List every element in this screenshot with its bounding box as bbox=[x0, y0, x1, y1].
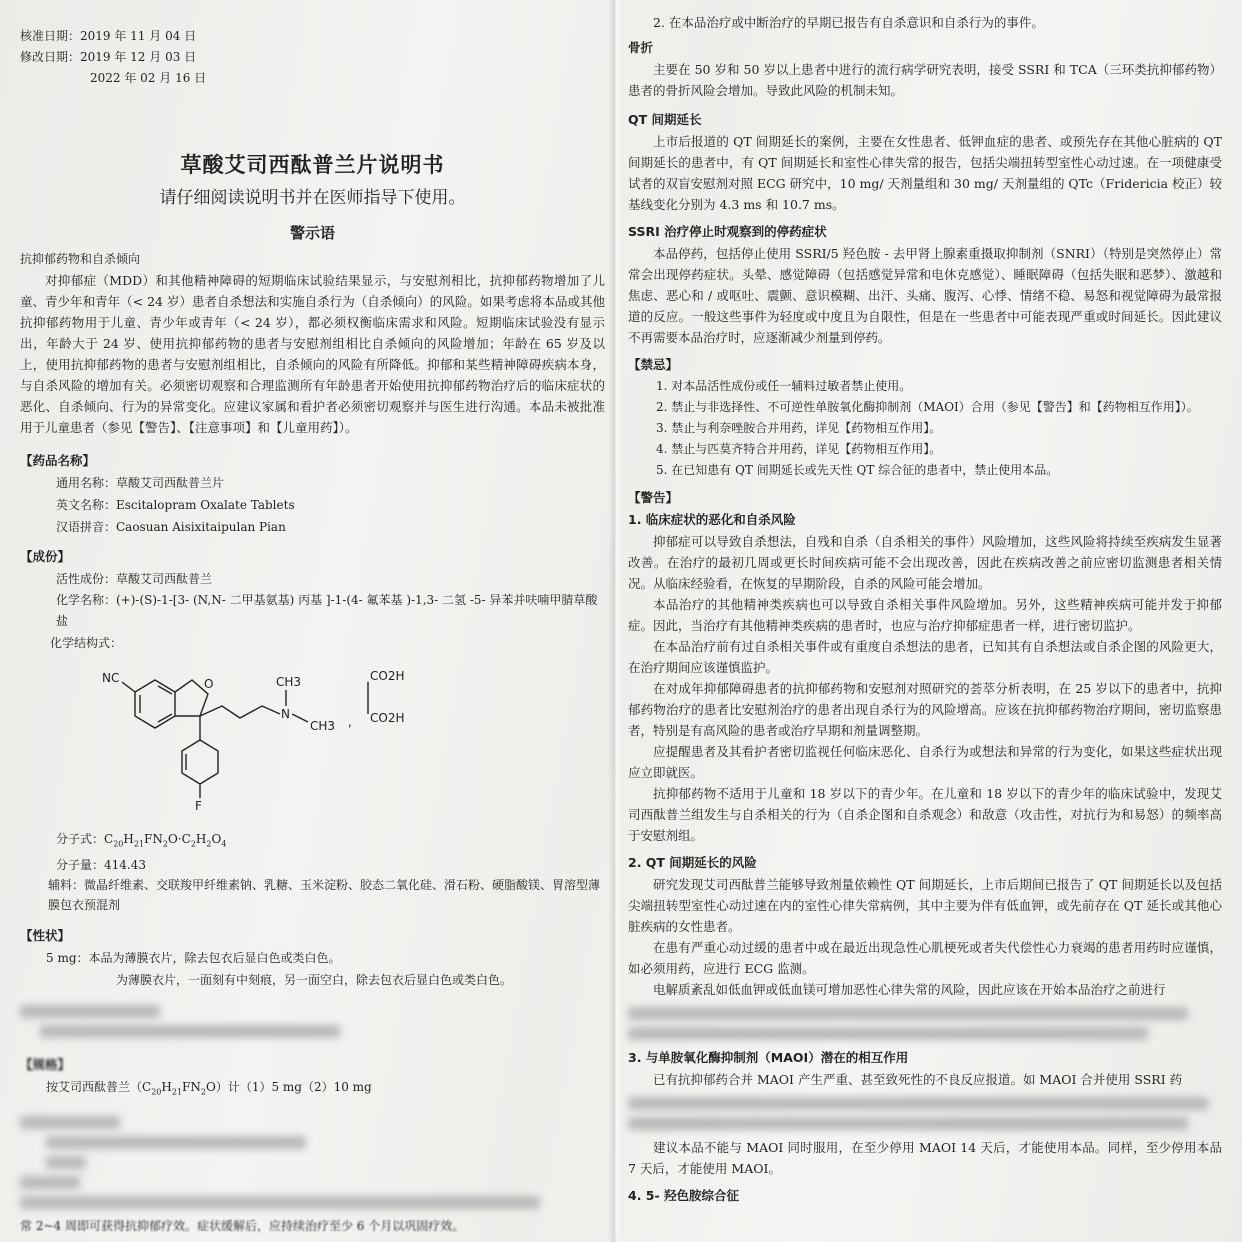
qt-heading: QT 间期延长 bbox=[628, 112, 702, 127]
active-ingredient: 活性成份：草酸艾司西酞普兰 bbox=[56, 572, 213, 586]
page-fold bbox=[608, 0, 622, 1242]
document-subtitle: 请仔细阅读说明书并在医师指导下使用。 bbox=[159, 188, 466, 208]
atom-f: F bbox=[195, 799, 202, 813]
description-10mg: 为薄膜衣片，一面刻有中刻痕，另一面空白，除去包衣后显白色或类白色。 bbox=[116, 973, 513, 988]
left-column bbox=[20, 26, 605, 1237]
english-name: 英文名称：Escitalopram Oxalate Tablets bbox=[56, 498, 295, 512]
atom-o: O bbox=[204, 677, 214, 691]
right-column bbox=[628, 12, 1222, 1207]
common-name: 通用名称：草酸艾司西酞普兰片 bbox=[56, 476, 225, 490]
warning-1-para-5: 应提醒患者及其看护者密切监视任何临床恶化、自杀行为或想法和异常的行为变化，如果这些症状出现应立即就医。 bbox=[628, 744, 1222, 780]
ssri-text: 本品停药，包括停止使用 SSRI/5 羟色胺 - 去甲肾上腺素重摄取抑制剂（SNRI）（特别是突然停止）常常会出现停药症状。头晕、感觉障碍（包括感觉异常和电休克感觉）、睡眠障碍（包括失眠和恶梦）、激越和焦虑、恶心和 / 或呕吐、震颤、意识模糊、出汗、头痛、腹泻、心悸、情绪不稳、易怒和视觉障碍为最常报道的反应。一般这些事件为轻度或中度且为自限性，但是在一些患者中可能表现严重或时间延长。因此建议不再需要本品治疗时，应逐渐减少剂量到停药。 bbox=[628, 246, 1222, 345]
fracture-heading: 骨折 bbox=[628, 40, 654, 55]
molecular-weight: 分子量：414.43 bbox=[56, 858, 146, 873]
excipients: 辅料：微晶纤维素、交联羧甲纤维素钠、乳糖、玉米淀粉、胶态二氧化硅、滑石粉、硬脂酸镁、胃溶型薄膜包衣预混剂 bbox=[48, 878, 601, 913]
carboxyl-top: CO2H bbox=[370, 669, 405, 683]
warning-3-heading: 3. 与单胺氧化酶抑制剂（MAOI）潜在的相互作用 bbox=[628, 1050, 909, 1065]
redacted-block-2 bbox=[20, 1116, 400, 1209]
contra-item-5: 5. 在已知患有 QT 间期延长或先天性 QT 综合征的患者中，禁止使用本品。 bbox=[656, 463, 1059, 477]
contra-item-2: 2. 禁止与非选择性、不可逆性单胺氧化酶抑制剂（MAOI）合用（参见【警告】和【药物相互作用】）。 bbox=[656, 400, 1199, 414]
chemical-structure-diagram bbox=[100, 660, 460, 820]
description-heading: 【性状】 bbox=[20, 928, 71, 944]
contra-item-1: 1. 对本品活性成份或任一辅料过敏者禁止使用。 bbox=[656, 379, 912, 393]
salt-comma: , bbox=[348, 715, 352, 729]
revision-date: 修改日期：2019 年 12 月 03 日 bbox=[20, 50, 197, 64]
methyl-right: CH3 bbox=[310, 719, 336, 733]
document-title: 草酸艾司西酞普兰片说明书 bbox=[180, 153, 445, 177]
warning-1-para-1: 抑郁症可以导致自杀想法，自残和自杀（自杀相关的事件）风险增加，这些风险将持续至疾病发生显著改善。在治疗的最初几周或更长时间疾病可能不会出现改善，因此在疾病改善之前应密切监测患者相关情况。从临床经验看，在恢复的早期阶段，自杀的风险可能会增加。 bbox=[628, 534, 1222, 591]
warning-1-heading: 1. 临床症状的恶化和自杀风险 bbox=[628, 512, 796, 527]
atom-nc: NC bbox=[102, 671, 120, 685]
redacted-block-4 bbox=[628, 1097, 1222, 1130]
chemical-name: 化学名称：(+)-(S)-1-[3- (N,N- 二甲基氨基) 丙基 ]-1-(4- 氟苯基 )-1,3- 二氢 -5- 异苯并呋喃甲腈草酸盐 bbox=[56, 593, 598, 628]
warning-1-para-6: 抗抑郁药物不适用于儿童和 18 岁以下的青少年。在儿童和 18 岁以下的青少年的临床试验中，发现艾司西酞普兰组发生与自杀相关的行为（自杀企图和自杀观念）和敌意（攻击性，对抗行为和易怒）的频率高于安慰剂组。 bbox=[628, 786, 1222, 843]
ssri-heading: SSRI 治疗停止时观察到的停药症状 bbox=[628, 224, 827, 239]
description-5mg: 5 mg：本品为薄膜衣片，除去包衣后显白色或类白色。 bbox=[46, 951, 341, 966]
molecular-formula: 分子式：$C_{20}H_{21}FN_2O\cdot C_2H_2O_4$ bbox=[56, 832, 227, 849]
warning-3-para-1: 已有抗抑郁药合并 MAOI 产生严重、甚至致死性的不良反应报道。如 MAOI 合并使用 SSRI 药 bbox=[653, 1072, 1183, 1087]
fracture-text: 主要在 50 岁和 50 岁以上患者中进行的流行病学研究表明，接受 SSRI 和 TCA（三环类抗抑郁药物）患者的骨折风险会增加。导致此风险的机制未知。 bbox=[628, 62, 1222, 98]
contraindications-heading: 【禁忌】 bbox=[628, 357, 679, 372]
name-section-heading: 【药品名称】 bbox=[20, 453, 96, 468]
composition-heading: 【成份】 bbox=[20, 549, 71, 564]
warning-3-para-2: 建议本品不能与 MAOI 同时服用，在至少停用 MAOI 14 天后，才能使用本品。同样，至少停用本品 7 天后，才能使用 MAOI。 bbox=[628, 1140, 1222, 1176]
warning-1-para-4: 在对成年抑郁障碍患者的抗抑郁药物和安慰剂对照研究的荟萃分析表明，在 25 岁以下的患者中，抗抑郁药物治疗的患者比安慰剂治疗的患者出现自杀行为的风险增高。应该在抗抑郁药物治疗期间，密切监察患者，特别是有高风险的患者或治疗早期和剂量调整期。 bbox=[628, 681, 1222, 738]
warning-2-heading: 2. QT 间期延长的风险 bbox=[628, 855, 757, 870]
warning-4-heading: 4. 5- 羟色胺综合征 bbox=[628, 1188, 740, 1203]
warning-1-para-2: 本品治疗的其他精神类疾病也可以导致自杀相关事件风险增加。另外，这些精神疾病可能并发于抑郁症。因此，当治疗有其他精神类疾病的患者时，也应与治疗抑郁症患者一样，进行密切监护。 bbox=[628, 597, 1222, 633]
warning-heading: 警示语 bbox=[289, 224, 335, 242]
warning-text: 对抑郁症（MDD）和其他精神障碍的短期临床试验结果显示，与安慰剂相比，抗抑郁药物增加了儿童、青少年和青年（< 24 岁）患者自杀想法和实施自杀行为（自杀倾向）的风险。如果考虑将本品或其他抗抑郁药物用于儿童、青少年或青年（< 24 岁），都必须权衡临床需求和风险。短期临床试验没有显示出，年龄大于 24 岁、使用抗抑郁药物的患者与安慰剂组相比自杀倾向的风险增加；年龄在 65 岁及以上，使用抗抑郁药物的患者与安慰剂组相比，自杀倾向的风险有所降低。抑郁和某些精神障碍疾病本身，与自杀风险的增加有关。必须密切观察和合理监测所有年龄患者开始使用抗抑郁药物治疗后的临床症状的恶化、自杀倾向、行为的异常变化。应建议家属和看护者必须密切观察并与医生进行沟通。本品未被批准用于儿童患者（参见【警告】、【注意事项】和【儿童用药】）。 bbox=[20, 273, 605, 435]
suicide-item-2: 2. 在本品治疗或中断治疗的早期已报告有自杀意识和自杀行为的事件。 bbox=[653, 15, 1044, 30]
contra-item-3: 3. 禁止与利奈唑胺合并用药，详见【药物相互作用】。 bbox=[656, 421, 942, 435]
contra-item-4: 4. 禁止与匹莫齐特合并用药，详见【药物相互作用】。 bbox=[656, 442, 942, 456]
atom-n: N bbox=[281, 707, 290, 721]
revision-date-2: 2022 年 02 月 16 日 bbox=[90, 71, 207, 85]
warning-2-para-3: 电解质紊乱如低血钾或低血镁可增加恶性心律失常的风险，因此应该在开始本品治疗之前进行 bbox=[653, 982, 1166, 997]
qt-text: 上市后报道的 QT 间期延长的案例，主要在女性患者、低钾血症的患者、或预先存在其他心脏病的 QT 间期延长的患者中，有 QT 间期延长和室性心律失常的报告，包括尖端扭转型室性心动过速。在一项健康受试者的双盲安慰剂对照 ECG 研究中，10 mg/ 天剂量组和 30 mg/ 天剂量组的 QTc（Fridericia 校正）较基线变化分别为 4.3 ms 和 10.7 ms。 bbox=[628, 134, 1222, 212]
carboxyl-bottom: CO2H bbox=[370, 711, 405, 725]
warnings-heading: 【警告】 bbox=[628, 490, 679, 505]
structure-label: 化学结构式： bbox=[50, 636, 123, 650]
pinyin-name: 汉语拼音：Caosuan Aisixitaipulan Pian bbox=[56, 520, 286, 534]
methyl-top: CH3 bbox=[276, 675, 302, 689]
warning-2-para-1: 研究发现艾司西酞普兰能够导致剂量依赖性 QT 间期延长，上市后期间已报告了 QT 间期延长以及包括尖端扭转型室性心动过速在内的室性心律失常病例，其中主要为伴有低血钾，或先前存在 QT 延长或其他心脏疾病的女性患者。 bbox=[628, 877, 1222, 934]
warning-1-para-3: 在本品治疗前有过自杀相关事件或有重度自杀想法的患者，已知其有自杀想法或自杀企图的风险更大，在治疗期间应该谨慎监护。 bbox=[628, 639, 1222, 675]
spec-heading: 【规格】 bbox=[20, 1057, 71, 1073]
spec-line: 按艾司西酞普兰$(C_{20}H_{21}FN_2O)$计（1）5 mg（2）10 mg bbox=[46, 1080, 372, 1097]
warning-topic: 抗抑郁药物和自杀倾向 bbox=[20, 252, 141, 266]
redacted-block-1 bbox=[20, 1005, 350, 1038]
left-footer-text: 常 2~4 周即可获得抗抑郁疗效。症状缓解后，应持续治疗至少 6 个月以巩固疗效。 bbox=[20, 1218, 465, 1233]
approval-date: 核准日期：2019 年 11 月 04 日 bbox=[20, 29, 197, 43]
warning-2-para-2: 在患有严重心动过缓的患者中或在最近出现急性心肌梗死或者失代偿性心力衰竭的患者用药时应谨慎，如必须用药，应进行 ECG 监测。 bbox=[628, 940, 1222, 976]
redacted-block-3 bbox=[628, 1007, 1222, 1040]
